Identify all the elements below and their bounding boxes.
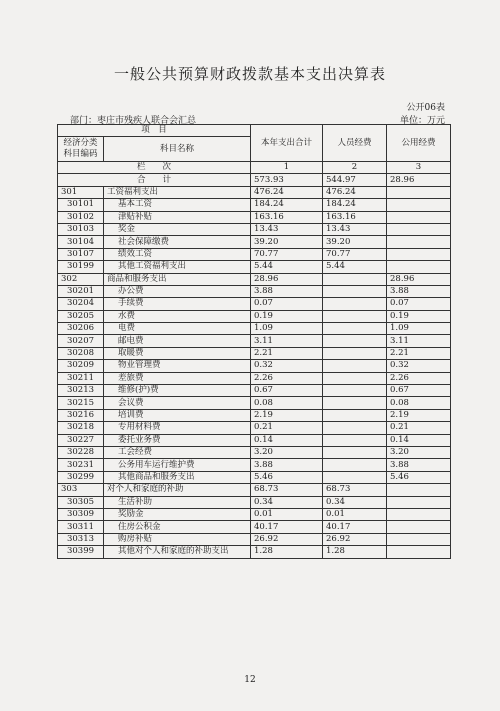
- name-cell: 工会经费: [104, 446, 251, 458]
- total-cell: 3.11: [251, 335, 323, 347]
- name-cell: 其他工资福利支出: [104, 261, 251, 273]
- total-cell: 0.14: [251, 434, 323, 446]
- table-row: [58, 323, 451, 335]
- personnel-cell: 68.73: [323, 484, 387, 496]
- table-row: [58, 409, 451, 421]
- personnel-cell: [323, 422, 387, 434]
- total-col2: 544.97: [323, 174, 387, 186]
- code-cell: 30215: [58, 397, 104, 409]
- table-row: [58, 199, 451, 211]
- table-row: [58, 248, 451, 260]
- personnel-cell: 0.01: [323, 508, 387, 520]
- public-cell: [387, 248, 451, 260]
- total-col1: 573.93: [251, 174, 323, 186]
- total-cell: 0.67: [251, 385, 323, 397]
- code-cell: 30102: [58, 211, 104, 223]
- total-cell: 40.17: [251, 521, 323, 533]
- name-cell: 手续费: [104, 298, 251, 310]
- code-cell: 30209: [58, 360, 104, 372]
- total-cell: 5.44: [251, 261, 323, 273]
- public-cell: 28.96: [387, 273, 451, 285]
- name-cell: 专用材料费: [104, 422, 251, 434]
- table-row: [58, 236, 451, 248]
- total-cell: 0.34: [251, 496, 323, 508]
- name-cell: 公务用车运行维护费: [104, 459, 251, 471]
- total-cell: 0.21: [251, 422, 323, 434]
- col-number-1: 1: [251, 162, 323, 174]
- name-cell: 基本工资: [104, 199, 251, 211]
- table-row: [58, 335, 451, 347]
- table-row: [58, 298, 451, 310]
- name-cell: 维修(护)费: [104, 385, 251, 397]
- public-cell: 0.32: [387, 360, 451, 372]
- table-row: [58, 372, 451, 384]
- lanci-label: 栏 次: [58, 162, 251, 174]
- department-label: 部门：枣庄市残疾人联合会汇总: [70, 116, 197, 126]
- total-cell: 476.24: [251, 186, 323, 198]
- total-cell: 0.07: [251, 298, 323, 310]
- public-cell: 1.09: [387, 323, 451, 335]
- public-cell: [387, 533, 451, 545]
- total-cell: 39.20: [251, 236, 323, 248]
- name-cell: 培训费: [104, 409, 251, 421]
- public-cell: 3.11: [387, 335, 451, 347]
- table-row: [58, 508, 451, 520]
- code-cell: 30313: [58, 533, 104, 545]
- code-cell: 30207: [58, 335, 104, 347]
- table-row: [58, 273, 451, 285]
- public-cell: [387, 236, 451, 248]
- code-cell: 30104: [58, 236, 104, 248]
- code-cell: 30103: [58, 223, 104, 235]
- name-cell: 办公费: [104, 285, 251, 297]
- name-cell: 其他对个人和家庭的补助支出: [104, 546, 251, 558]
- total-cell: 1.28: [251, 546, 323, 558]
- total-cell: 3.88: [251, 459, 323, 471]
- personnel-cell: [323, 372, 387, 384]
- total-label: 合 计: [58, 174, 251, 186]
- public-cell: [387, 261, 451, 273]
- public-cell: [387, 508, 451, 520]
- table-row: [58, 186, 451, 198]
- personnel-cell: [323, 323, 387, 335]
- public-cell: [387, 211, 451, 223]
- project-header: 项 目: [58, 125, 251, 137]
- col-number-3: 3: [387, 162, 451, 174]
- form-code: 公开06表: [406, 103, 445, 113]
- code-cell: 30101: [58, 199, 104, 211]
- total-cell: 70.77: [251, 248, 323, 260]
- code-cell: 30218: [58, 422, 104, 434]
- personnel-cell: 39.20: [323, 236, 387, 248]
- name-cell: 对个人和家庭的补助: [104, 484, 251, 496]
- table-row: [58, 496, 451, 508]
- personnel-cell: [323, 409, 387, 421]
- public-cell: 2.19: [387, 409, 451, 421]
- table-row: [58, 546, 451, 558]
- total-cell: 184.24: [251, 199, 323, 211]
- name-cell: 取暖费: [104, 347, 251, 359]
- personnel-cell: [323, 335, 387, 347]
- code-cell: 30305: [58, 496, 104, 508]
- personnel-cell: 13.43: [323, 223, 387, 235]
- personnel-cell: [323, 360, 387, 372]
- code-cell: 30206: [58, 323, 104, 335]
- table-row: [58, 360, 451, 372]
- code-cell: 30399: [58, 546, 104, 558]
- public-cell: 0.19: [387, 310, 451, 322]
- public-cell: 2.21: [387, 347, 451, 359]
- name-cell: 住房公积金: [104, 521, 251, 533]
- code-cell: 30311: [58, 521, 104, 533]
- code-cell: 30228: [58, 446, 104, 458]
- personnel-cell: 26.92: [323, 533, 387, 545]
- personnel-cell: [323, 397, 387, 409]
- table-row: [58, 459, 451, 471]
- personnel-cell: [323, 285, 387, 297]
- code-cell: 30227: [58, 434, 104, 446]
- total-cell: 2.21: [251, 347, 323, 359]
- code-cell: 303: [58, 484, 104, 496]
- total-cell: 13.43: [251, 223, 323, 235]
- public-cell: 5.46: [387, 471, 451, 483]
- name-cell: 工资福利支出: [104, 186, 251, 198]
- col2-header: 人员经费: [323, 125, 387, 162]
- table-row: [58, 484, 451, 496]
- code-cell: 30201: [58, 285, 104, 297]
- total-cell: 5.46: [251, 471, 323, 483]
- table-row: [58, 397, 451, 409]
- personnel-cell: [323, 273, 387, 285]
- name-cell: 邮电费: [104, 335, 251, 347]
- table-row: [58, 471, 451, 483]
- personnel-cell: [323, 347, 387, 359]
- personnel-cell: [323, 459, 387, 471]
- total-cell: 68.73: [251, 484, 323, 496]
- table-row: [58, 347, 451, 359]
- table-row: [58, 434, 451, 446]
- personnel-cell: 0.34: [323, 496, 387, 508]
- total-cell: 1.09: [251, 323, 323, 335]
- public-cell: 0.08: [387, 397, 451, 409]
- public-cell: 3.88: [387, 459, 451, 471]
- code-cell: 302: [58, 273, 104, 285]
- public-cell: 0.21: [387, 422, 451, 434]
- personnel-cell: [323, 298, 387, 310]
- code-cell: 30208: [58, 347, 104, 359]
- total-col3: 28.96: [387, 174, 451, 186]
- code-cell: 30107: [58, 248, 104, 260]
- total-cell: 163.16: [251, 211, 323, 223]
- public-cell: [387, 199, 451, 211]
- public-cell: 0.07: [387, 298, 451, 310]
- public-cell: 2.26: [387, 372, 451, 384]
- table-row: [58, 521, 451, 533]
- name-label: 科目名称: [104, 137, 251, 162]
- total-cell: 26.92: [251, 533, 323, 545]
- name-cell: 委托业务费: [104, 434, 251, 446]
- personnel-cell: 163.16: [323, 211, 387, 223]
- personnel-cell: [323, 434, 387, 446]
- code-cell: 30216: [58, 409, 104, 421]
- code-label: 经济分类科目编码: [58, 137, 104, 162]
- total-cell: 28.96: [251, 273, 323, 285]
- total-cell: 3.88: [251, 285, 323, 297]
- name-cell: 差旅费: [104, 372, 251, 384]
- personnel-cell: 184.24: [323, 199, 387, 211]
- table-row: [58, 310, 451, 322]
- public-cell: 3.88: [387, 285, 451, 297]
- col1-header: 本年支出合计: [251, 125, 323, 162]
- name-cell: 会议费: [104, 397, 251, 409]
- personnel-cell: [323, 471, 387, 483]
- total-cell: 2.19: [251, 409, 323, 421]
- total-cell: 3.20: [251, 446, 323, 458]
- personnel-cell: [323, 310, 387, 322]
- name-cell: 奖励金: [104, 508, 251, 520]
- name-cell: 商品和服务支出: [104, 273, 251, 285]
- table-row: [58, 422, 451, 434]
- name-cell: 绩效工资: [104, 248, 251, 260]
- total-cell: 2.26: [251, 372, 323, 384]
- public-cell: [387, 223, 451, 235]
- total-cell: 0.01: [251, 508, 323, 520]
- personnel-cell: 5.44: [323, 261, 387, 273]
- page-title: 一般公共预算财政拨款基本支出决算表: [113, 65, 386, 83]
- name-cell: 津贴补贴: [104, 211, 251, 223]
- code-cell: 30213: [58, 385, 104, 397]
- public-cell: [387, 546, 451, 558]
- name-cell: 生活补助: [104, 496, 251, 508]
- code-cell: 30299: [58, 471, 104, 483]
- personnel-cell: 40.17: [323, 521, 387, 533]
- total-cell: 0.08: [251, 397, 323, 409]
- code-cell: 30231: [58, 459, 104, 471]
- personnel-cell: 70.77: [323, 248, 387, 260]
- public-cell: 3.20: [387, 446, 451, 458]
- code-cell: 30211: [58, 372, 104, 384]
- budget-table: [57, 124, 451, 559]
- table-row: [58, 385, 451, 397]
- table-row: [58, 446, 451, 458]
- unit-label: 单位：万元: [399, 116, 445, 126]
- name-cell: 物业管理费: [104, 360, 251, 372]
- public-cell: [387, 484, 451, 496]
- col3-header: 公用经费: [387, 125, 451, 162]
- public-cell: 0.67: [387, 385, 451, 397]
- table-row: [58, 285, 451, 297]
- name-cell: 奖金: [104, 223, 251, 235]
- name-cell: 电费: [104, 323, 251, 335]
- code-cell: 30309: [58, 508, 104, 520]
- personnel-cell: 476.24: [323, 186, 387, 198]
- page-number: 12: [244, 675, 256, 685]
- table-row: [58, 533, 451, 545]
- code-cell: 301: [58, 186, 104, 198]
- total-cell: 0.32: [251, 360, 323, 372]
- name-cell: 购房补贴: [104, 533, 251, 545]
- table-row: [58, 223, 451, 235]
- public-cell: 0.14: [387, 434, 451, 446]
- code-cell: 30204: [58, 298, 104, 310]
- col-number-2: 2: [323, 162, 387, 174]
- name-cell: 水费: [104, 310, 251, 322]
- public-cell: [387, 496, 451, 508]
- name-cell: 其他商品和服务支出: [104, 471, 251, 483]
- code-cell: 30199: [58, 261, 104, 273]
- personnel-cell: 1.28: [323, 546, 387, 558]
- table-row: [58, 261, 451, 273]
- total-cell: 0.19: [251, 310, 323, 322]
- table-row: [58, 211, 451, 223]
- public-cell: [387, 521, 451, 533]
- public-cell: [387, 186, 451, 198]
- code-cell: 30205: [58, 310, 104, 322]
- personnel-cell: [323, 446, 387, 458]
- personnel-cell: [323, 385, 387, 397]
- name-cell: 社会保障缴费: [104, 236, 251, 248]
